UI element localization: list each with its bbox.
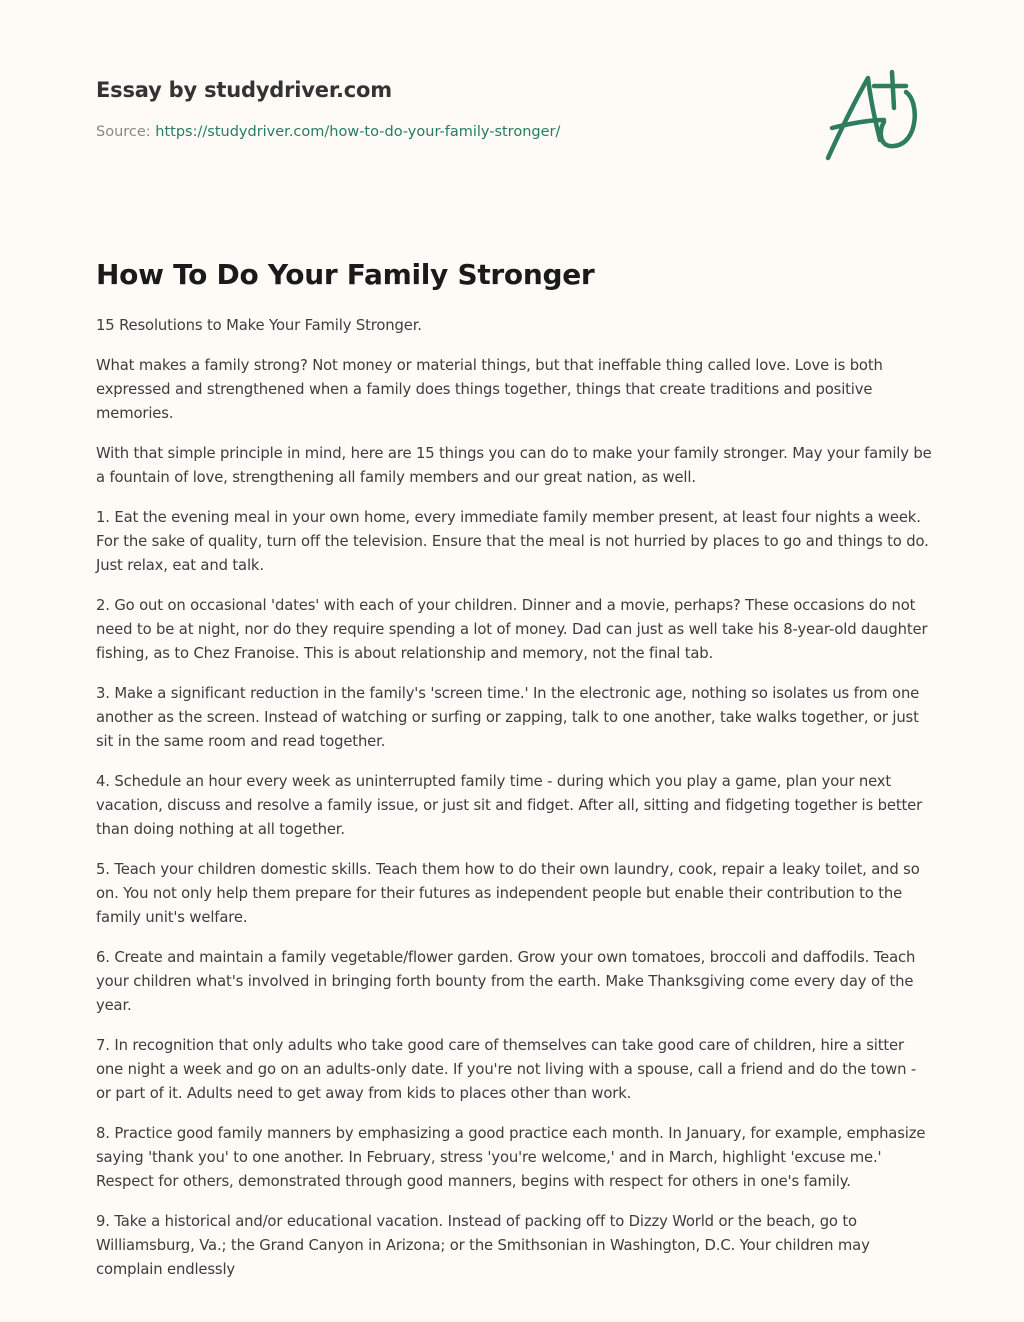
source-label: Source: (96, 124, 156, 140)
article-paragraph: 1. Eat the evening meal in your own home, every immediate family member present, at least four nights a week. For the sake of quality, turn off the television. Ensure that the meal is not hurried by places to go and things to do. Just relax, eat and talk. (96, 509, 929, 574)
article-paragraph: 6. Create and maintain a family vegetable/flower garden. Grow your own tomatoes, broccoli and daffodils. Teach your children what's involved in bringing forth bounty from the earth. Make Thanksgiving come every day of the year. (96, 949, 916, 1014)
source-link[interactable]: https://studydriver.com/how-to-do-your-family-stronger/ (155, 124, 561, 140)
article-title: How To Do Your Family Stronger (96, 258, 595, 291)
article-paragraph: With that simple principle in mind, here are 15 things you can do to make your family stronger. May your family be a fountain of love, strengthening all family members and our great nation, as well. (96, 445, 932, 486)
page-header (96, 76, 796, 142)
article-paragraph: What makes a family strong? Not money or material things, but that ineffable thing called love. Love is both expressed and strengthened when a family does things together, things that create traditions and positive memories. (96, 357, 883, 422)
article-paragraph: 2. Go out on occasional 'dates' with each of your children. Dinner and a movie, perhaps? These occasions do not need to be at night, nor do they require spending a lot of money. Dad can just as well take his 8-year-old daughter fishing, as to Chez Franoise. This is about relationship and memory, not the final tab. (96, 597, 928, 662)
a-plus-grade-icon (822, 66, 928, 166)
brand-title: Essay by studydriver.com (96, 78, 392, 102)
article (96, 256, 932, 1298)
article-paragraph: 15 Resolutions to Make Your Family Stronger. (96, 317, 422, 334)
article-paragraph: 7. In recognition that only adults who take good care of themselves can take good care of children, hire a sitter one night a week and go on an adults-only date. If you're not living with a spouse, call a friend and do the town - or part of it. Adults need to get away from kids to places other than work. (96, 1037, 917, 1102)
article-paragraph: 4. Schedule an hour every week as uninterrupted family time - during which you play a game, plan your next vacation, discuss and resolve a family issue, or just sit and fidget. After all, sitting and fidgeting together is better than doing nothing at all together. (96, 773, 923, 838)
article-paragraph: 9. Take a historical and/or educational vacation. Instead of packing off to Dizzy World or the beach, go to Williamsburg, Va.; the Grand Canyon in Arizona; or the Smithsonian in Washington, D.C. Your children may complain endlessly (96, 1213, 870, 1278)
article-paragraph: 3. Make a significant reduction in the family's 'screen time.' In the electronic age, nothing so isolates us from one another as the screen. Instead of watching or surfing or zapping, talk to one another, take walks together, or just sit in the same room and read together. (96, 685, 920, 750)
article-paragraph: 5. Teach your children domestic skills. Teach them how to do their own laundry, cook, repair a leaky toilet, and so on. You not only help them prepare for their futures as independent people but enable their contribution to the family unit's welfare. (96, 861, 920, 926)
article-paragraph: 8. Practice good family manners by emphasizing a good practice each month. In January, for example, emphasize saying 'thank you' to one another. In February, stress 'you're welcome,' and in March, highlight 'excuse me.' Respect for others, demonstrated through good manners, begins with respect for others in one's family. (96, 1125, 926, 1190)
source-line (96, 122, 796, 142)
